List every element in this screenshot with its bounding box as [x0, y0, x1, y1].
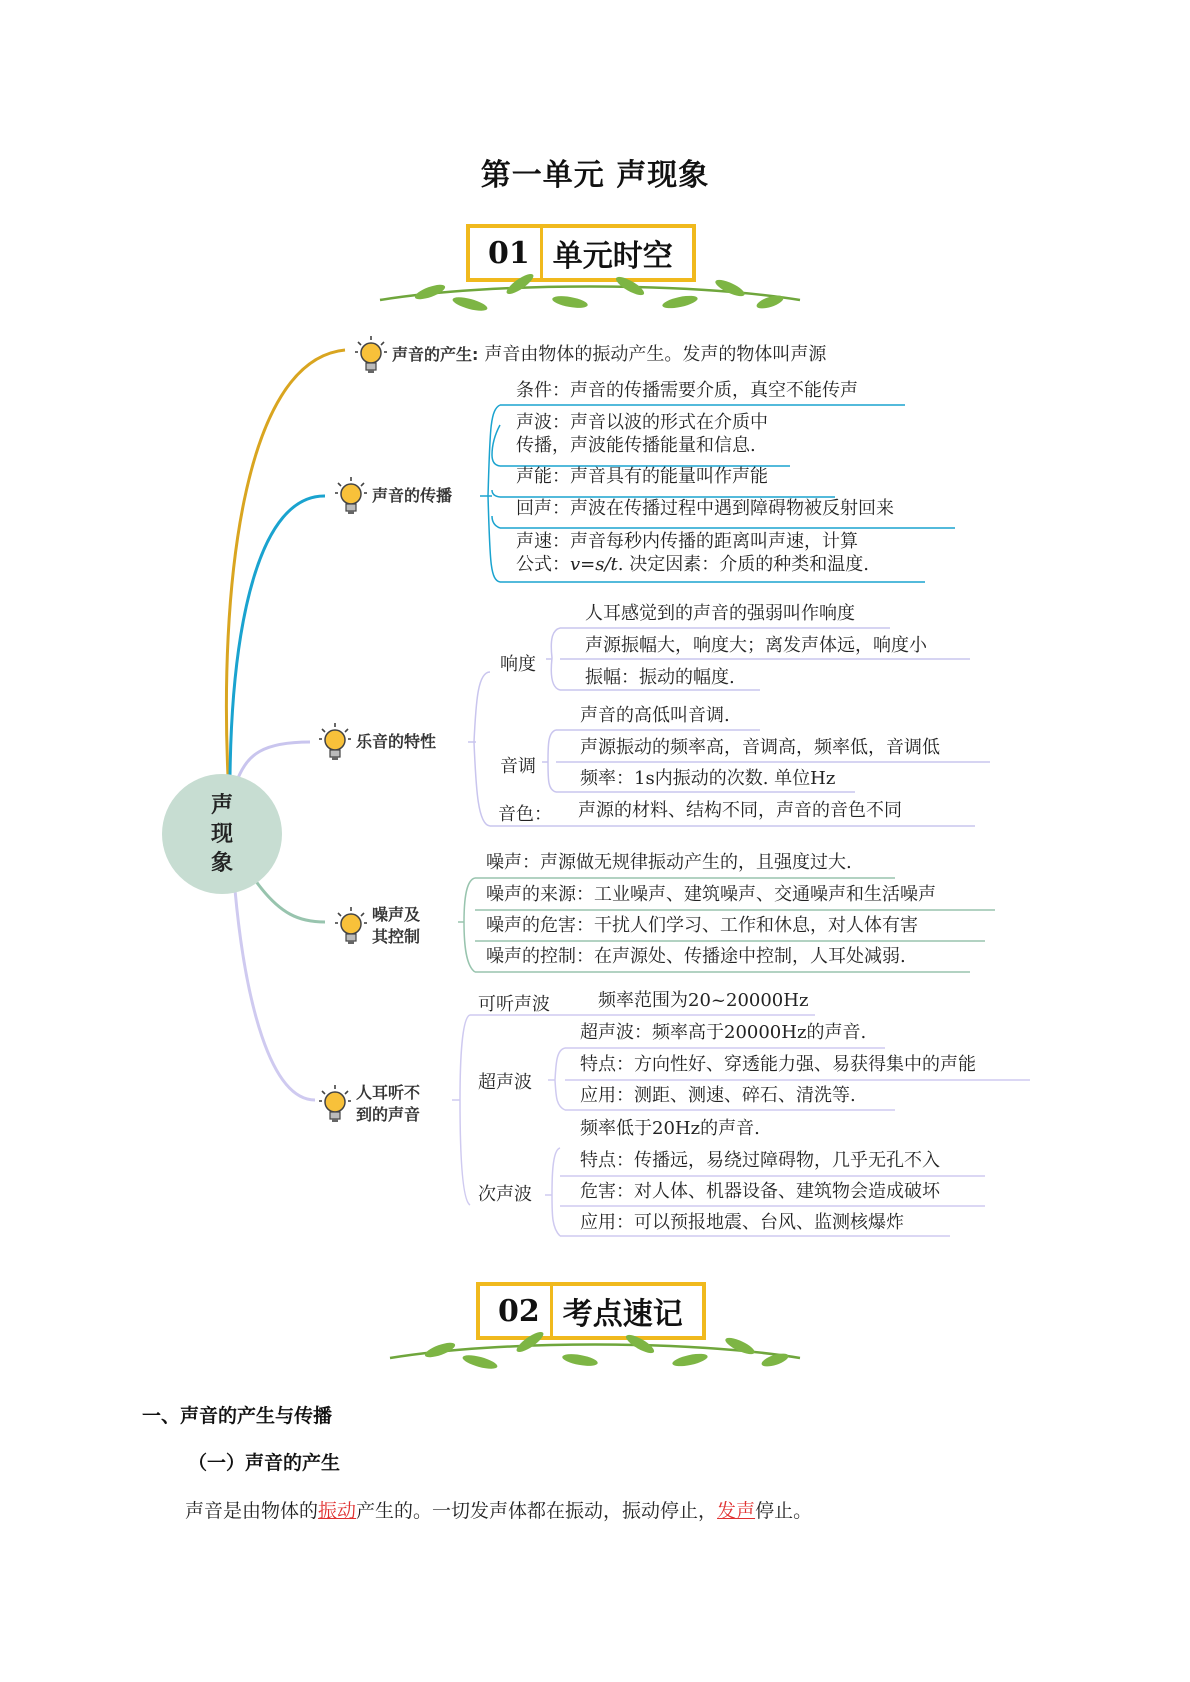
branch-sound-production: [354, 335, 826, 375]
subsection-heading: （一）声音的产生: [188, 1452, 341, 1474]
banner-text: 单元时空: [552, 239, 673, 274]
center-node: [162, 774, 282, 894]
list-item: 超声波：频率高于20000Hz的声音.: [580, 1022, 867, 1043]
branch-inaudible-sound: [318, 1082, 420, 1126]
branch-sound-propagation: [334, 476, 452, 516]
list-item: 振幅：振动的幅度.: [585, 667, 735, 688]
branch-noise-control: [334, 904, 420, 948]
list-item: 人耳感觉到的声音的强弱叫作响度: [585, 603, 855, 624]
branch-label: 声音的传播: [372, 486, 453, 505]
list-item: 回声：声波在传播过程中遇到障碍物被反射回来: [516, 498, 894, 519]
lightbulb-icon: [334, 476, 368, 516]
lightbulb-icon: [318, 722, 352, 762]
list-item: 噪声的危害：干扰人们学习、工作和休息，对人体有害: [486, 915, 918, 936]
text-run: 产生的。一切发声体都在振动，振动停止，: [356, 1500, 718, 1522]
list-item: 特点：传播远，易绕过障碍物，几乎无孔不入: [580, 1150, 940, 1171]
list-item: 频率：1s内振动的次数. 单位Hz: [580, 768, 836, 789]
list-item: 应用：可以预报地震、台风、监测核爆炸: [580, 1212, 904, 1233]
list-item: 噪声的控制：在声源处、传播途中控制，人耳处减弱.: [486, 946, 906, 967]
branch-label: [356, 1082, 420, 1126]
list-item: 特点：方向性好、穿透能力强、易获得集中的声能: [580, 1054, 976, 1075]
sub-label-loudness: 响度: [500, 654, 536, 675]
list-item: 传播，声波能传播能量和信息.: [516, 435, 756, 456]
branch-label-line: 到的声音: [356, 1105, 421, 1124]
sub-label-timbre: 音色：: [498, 804, 552, 825]
leaf-decoration-icon: [380, 1330, 810, 1376]
branch-label-line: 其控制: [372, 927, 421, 946]
center-char: 声: [210, 792, 233, 818]
branch-musical-characteristics: [318, 722, 436, 762]
sub-label-audible: 可听声波: [478, 994, 550, 1015]
branch-label: 声音的产生:: [392, 345, 479, 364]
formula: v=s/t: [570, 554, 618, 575]
list-item: 频率范围为20~20000Hz: [598, 990, 809, 1011]
banner-number: 02: [480, 1286, 553, 1336]
banner-text: 考点速记: [562, 1297, 683, 1332]
list-item: 声源振幅大，响度大；离发声体远，响度小: [585, 635, 927, 656]
list-item: 噪声：声源做无规律振动产生的，且强度过大.: [486, 852, 852, 873]
list-item: 条件：声音的传播需要介质，真空不能传声: [516, 380, 858, 401]
formula-note: . 决定因素：介质的种类和温度.: [617, 554, 869, 575]
sub-label-infrasound: 次声波: [478, 1184, 532, 1205]
lightbulb-icon: [354, 335, 388, 375]
list-item: 声源振动的频率高，音调高，频率低，音调低: [580, 737, 940, 758]
list-item: 噪声的来源：工业噪声、建筑噪声、交通噪声和生活噪声: [486, 884, 936, 905]
formula-label: 公式：: [516, 554, 570, 575]
list-item: 应用：测距、测速、碎石、清洗等.: [580, 1085, 856, 1106]
section-heading: 一、声音的产生与传播: [142, 1405, 333, 1427]
list-item: 危害：对人体、机器设备、建筑物会造成破坏: [580, 1181, 940, 1202]
list-item: 频率低于20Hz的声音.: [580, 1118, 760, 1139]
list-item: [516, 554, 869, 576]
text-run: 声音是由物体的: [185, 1500, 319, 1522]
key-term: 发声: [717, 1500, 756, 1522]
list-item: 声波：声音以波的形式在介质中: [516, 412, 768, 433]
branch-label-line: 人耳听不: [356, 1083, 421, 1102]
text-run: 停止。: [755, 1500, 813, 1522]
page-title: 第一单元 声现象: [480, 158, 710, 193]
lightbulb-icon: [334, 906, 368, 946]
paragraph: [185, 1496, 812, 1523]
banner-number: 01: [470, 228, 543, 278]
key-term: 振动: [318, 1500, 357, 1522]
sub-label-ultrasound: 超声波: [478, 1072, 532, 1093]
branch-label-line: 噪声及: [372, 905, 421, 924]
branch-label: 乐音的特性: [356, 732, 437, 751]
center-char: 现: [210, 821, 233, 847]
sub-label-pitch: 音调: [500, 756, 536, 777]
list-item: 声能：声音具有的能量叫作声能: [516, 466, 768, 487]
branch-label: [372, 904, 420, 948]
center-char: 象: [210, 850, 233, 876]
lightbulb-icon: [318, 1084, 352, 1124]
list-item: 声源的材料、结构不同，声音的音色不同: [578, 800, 902, 821]
branch-text: 声音由物体的振动产生。发声的物体叫声源: [484, 344, 827, 365]
leaf-decoration-icon: [370, 272, 810, 318]
list-item: 声速：声音每秒内传播的距离叫声速，计算: [516, 531, 858, 552]
list-item: 声音的高低叫音调.: [580, 705, 730, 726]
